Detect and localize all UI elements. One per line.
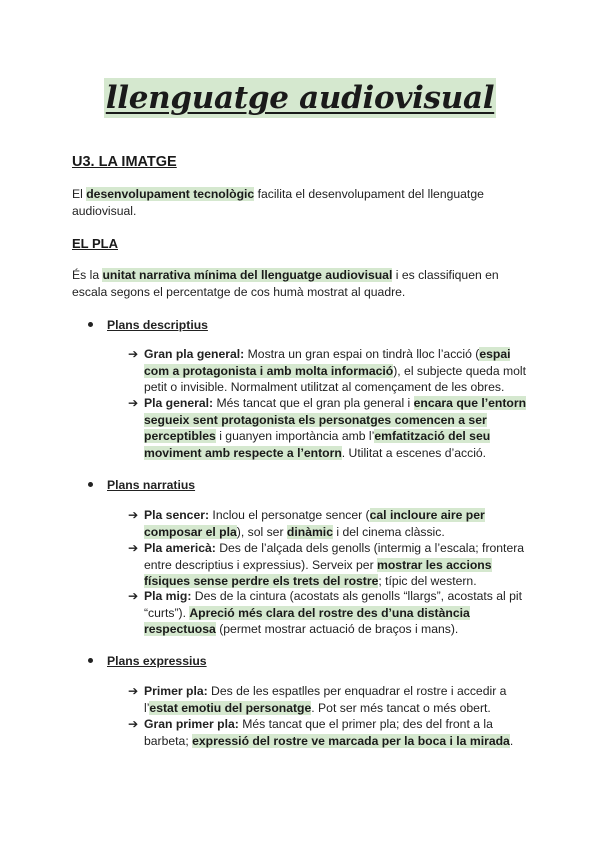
list-item-primer-pla: ➔ Primer pla: Des de les espatlles per enquadrar el rostre i accedir a l’estat emotiu del personatge. Pot ser més tancat o més obert. [128, 684, 507, 715]
highlight: espai com a protagonista i amb molta informació [144, 347, 511, 378]
highlight: Apreció més clara del rostre des d’una distància respectuosa [144, 605, 470, 636]
highlight: dinàmic [286, 524, 333, 539]
list-item-gran-pla-general: ➔ Gran pla general: Mostra un gran espai on tindrà lloc l’acció (espai com a protagonista i amb molta informació), el subjecte queda molt petit o invisible. Normalment utilitzat al començament de les obres. [128, 347, 527, 394]
highlight: estat emotiu del personatge [149, 700, 312, 715]
section-heading: EL PLA [72, 236, 118, 251]
group-heading-descriptius: Plans descriptius [88, 316, 208, 333]
list-item-pla-sencer: ➔ Pla sencer: Inclou el personatge sencer (cal incloure aire per composar el pla), sol ser dinàmic i del cinema clàssic. [128, 508, 485, 539]
highlight: emfatització del seu moviment amb respecte a l’entorn [144, 429, 491, 460]
bullet-icon [88, 482, 93, 487]
list-item-pla-america: ➔ Pla americà: Des de l’alçada dels genolls (intermig a l’escala; frontera entre descriptius i expressius). Serveix per mostrar les accions físiques sense perdre els trets del rostre; típic del western. [128, 541, 525, 588]
list-item-gran-primer-pla: ➔ Gran primer pla: Més tancat que el primer pla; des del front a la barbeta; expressió del rostre ve marcada per la boca i la mirada. [128, 717, 514, 748]
highlight: expressió del rostre ve marcada per la boca i la mirada [192, 733, 510, 748]
highlight: mostrar les accions físiques sense perdre els trets del rostre [144, 557, 492, 588]
highlight: encara que l’entorn segueix sent protagonista els personatges comencen a ser perceptibles [144, 396, 527, 443]
arrow-right-icon: ➔ [128, 347, 139, 361]
bullet-icon [88, 322, 93, 327]
group-heading-narratius: Plans narratius [88, 476, 195, 493]
arrow-right-icon: ➔ [128, 508, 139, 522]
highlight: unitat narrativa mínima del llenguatge audiovisual [102, 268, 393, 282]
arrow-right-icon: ➔ [128, 396, 139, 410]
list-item-pla-general: ➔ Pla general: Més tancat que el gran pla general i encara que l’entorn segueix sent protagonista els personatges comencen a ser perceptibles i guanyen importància amb l’emfatització del seu moviment amb respecte a l’entorn. Utilitat a escenes d’acció. [128, 396, 527, 460]
bullet-icon [88, 658, 93, 663]
document-title: llenguatge audiovisual [105, 80, 495, 116]
group-heading-expressius: Plans expressius [88, 652, 207, 669]
pla-definition-paragraph: És la unitat narrativa mínima del llenguatge audiovisual i es classifiquen en escala segons el percentatge de cos humà mostrat al quadre. [72, 268, 499, 299]
arrow-right-icon: ➔ [128, 589, 139, 603]
arrow-right-icon: ➔ [128, 717, 139, 731]
arrow-right-icon: ➔ [128, 684, 139, 698]
intro-paragraph: El desenvolupament tecnològic facilita el desenvolupament del llenguatge audiovisual. [72, 187, 484, 218]
arrow-right-icon: ➔ [128, 541, 139, 555]
list-item-pla-mig: ➔ Pla mig: Des de la cintura (acostats als genolls “llargs”, acostats al pit “curts”). Apreció més clara del rostre des d’una distància respectuosa (permet mostrar actuació de braços i mans). [128, 589, 522, 636]
highlight: desenvolupament tecnològic [86, 187, 255, 201]
unit-heading: U3. LA IMATGE [72, 154, 177, 170]
highlight: cal incloure aire per composar el pla [144, 508, 485, 539]
